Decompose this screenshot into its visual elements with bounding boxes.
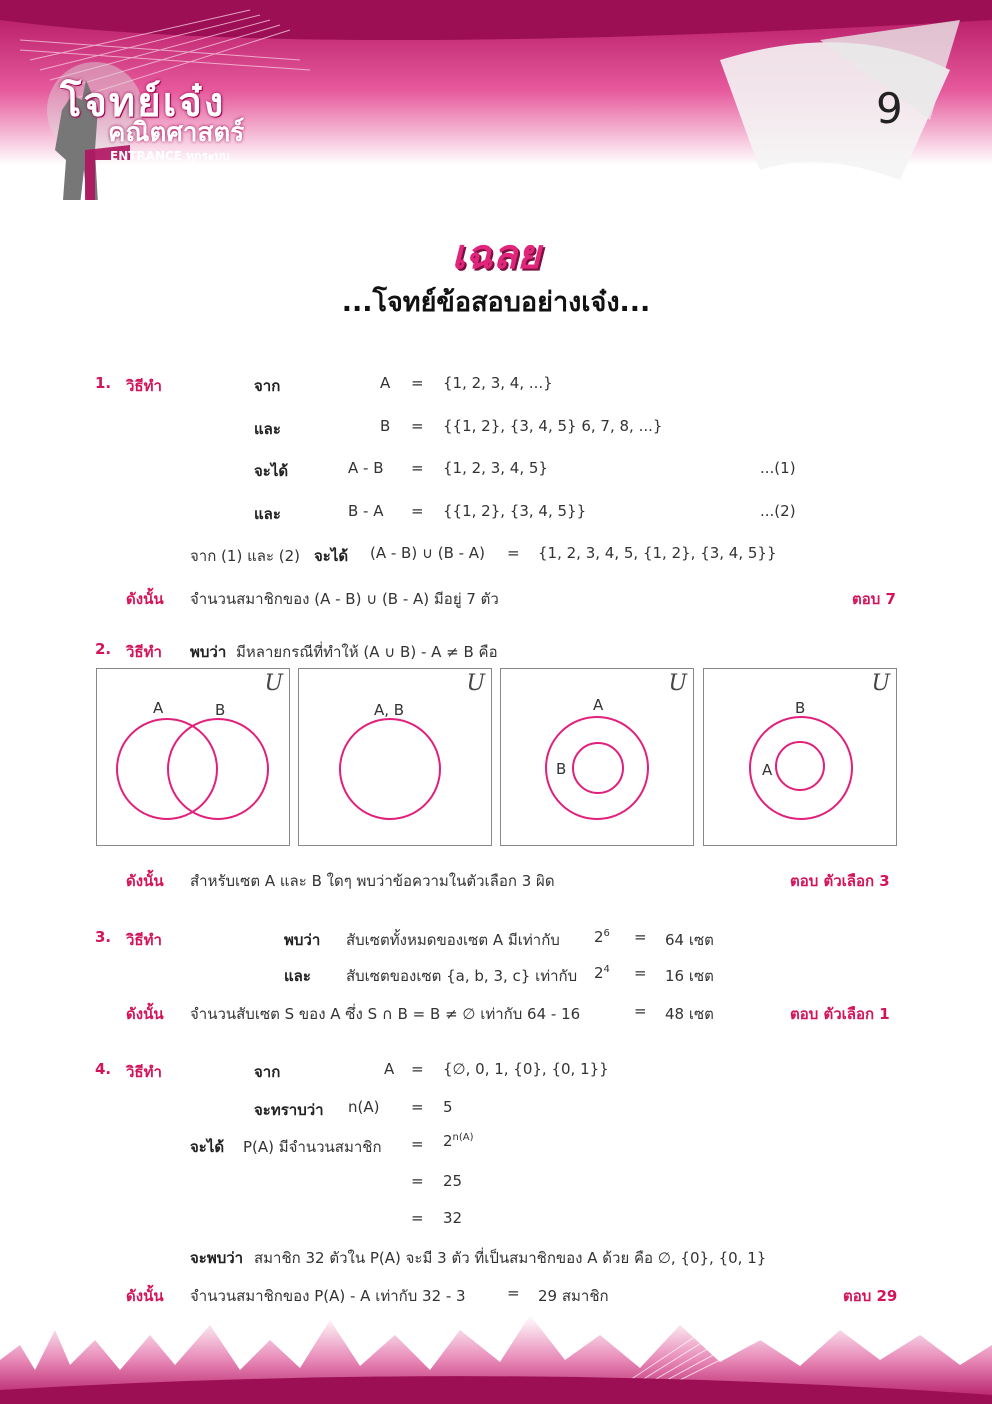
q3-conclusion: จำนวนสับเซต S ของ A ซึ่ง S ∩ B = B ≠ ∅ เท่ากับ 64 - 16 <box>190 1005 581 1023</box>
q4-row3-power <box>443 1132 474 1150</box>
venn4-label-a: A <box>762 761 773 779</box>
q1-row4-lhs: B - A <box>348 502 384 520</box>
q1-row1-lhs: A <box>380 374 391 392</box>
q3-row1-base: 2 <box>594 928 604 946</box>
q1-therefore: ดังนั้น <box>126 590 164 608</box>
q1-row3-lhs: A - B <box>348 459 384 477</box>
q3-method: วิธีทำ <box>126 931 162 949</box>
q4-row3-eq: = <box>411 1135 424 1153</box>
q1-row3-eq: = <box>411 459 424 477</box>
q1-row2-keyword: และ <box>254 420 281 438</box>
q3-row1-value: 64 เซต <box>665 931 714 949</box>
venn1-label-b: B <box>215 701 226 719</box>
q4-note: สมาชิก 32 ตัวใน P(A) จะมี 3 ตัว ที่เป็นสมาชิกของ A ด้วย คือ ∅, {0}, {0, 1} <box>254 1249 767 1267</box>
q3-row2-base: 2 <box>594 964 604 982</box>
q4-number: 4. <box>95 1060 112 1078</box>
q4-conclusion: จำนวนสมาชิกของ P(A) - A เท่ากับ 32 - 3 <box>190 1287 466 1305</box>
q1-row2-rhs: {{1, 2}, {3, 4, 5} 6, 7, 8, ...} <box>443 417 663 435</box>
q1-combine-expr: (A - B) ∪ (B - A) <box>370 544 485 562</box>
q1-row4-eq: = <box>411 502 424 520</box>
q1-row4-keyword: และ <box>254 505 281 523</box>
q4-row2-lhs: n(A) <box>348 1098 380 1116</box>
q1-row1-eq: = <box>411 374 424 392</box>
q4-answer: ตอบ 29 <box>843 1287 898 1305</box>
q1-method: วิธีทำ <box>126 377 162 395</box>
q4-conclusion-value: 29 สมาชิก <box>538 1287 609 1305</box>
q1-row2-eq: = <box>411 417 424 435</box>
q4-row1-eq: = <box>411 1060 424 1078</box>
q3-row2-eq: = <box>634 964 647 982</box>
venn-diagram-4 <box>703 668 897 846</box>
universe-symbol: U <box>668 671 687 696</box>
set-a-circle <box>776 742 824 790</box>
q3-conclusion-value: 48 เซต <box>665 1005 714 1023</box>
q4-row4-rhs: 25 <box>443 1172 463 1190</box>
page-number: 9 <box>876 84 903 133</box>
q4-note-keyword: จะพบว่า <box>190 1249 244 1267</box>
q4-row3-keyword: จะได้ <box>190 1138 225 1156</box>
q2-intro-keyword: พบว่า <box>190 643 227 661</box>
q4-therefore: ดังนั้น <box>126 1287 164 1305</box>
universe-symbol: U <box>264 671 283 696</box>
q4-row4-eq: = <box>411 1172 424 1190</box>
q1-combine-eq: = <box>507 544 520 562</box>
q3-answer: ตอบ ตัวเลือก 1 <box>790 1005 890 1023</box>
q3-therefore: ดังนั้น <box>126 1005 164 1023</box>
q3-row2-text: สับเซตของเซต {a, b, 3, c} เท่ากับ <box>346 967 578 985</box>
logo-entrance: ENTRANCE ทุกระบบ <box>110 149 230 163</box>
venn-circles <box>97 669 289 845</box>
q2-therefore: ดังนั้น <box>126 872 164 890</box>
q4-row3-lhs: P(A) มีจำนวนสมาชิก <box>243 1138 382 1156</box>
q3-row1-power <box>594 928 610 946</box>
q3-number: 3. <box>95 928 112 946</box>
venn-circles <box>704 669 896 845</box>
venn-diagram-1 <box>96 668 290 846</box>
venn3-label-b: B <box>556 760 567 778</box>
q3-row1-keyword: พบว่า <box>284 931 321 949</box>
q1-row4-tag: ...(2) <box>760 502 796 520</box>
q1-row4-rhs: {{1, 2}, {3, 4, 5}} <box>443 502 587 520</box>
q1-combine-prefix: จาก (1) และ (2) <box>190 547 301 565</box>
logo-subtitle: คณิตศาสตร์ <box>108 118 245 148</box>
q1-row3-tag: ...(1) <box>760 459 796 477</box>
q4-row5-eq: = <box>411 1209 424 1227</box>
q3-row1-text: สับเซตทั้งหมดของเซต A มีเท่ากับ <box>346 931 560 949</box>
answer-subheading: ...โจทย์ข้อสอบอย่างเจ๋ง... <box>341 287 651 318</box>
q1-row1-rhs: {1, 2, 3, 4, ...} <box>443 374 553 392</box>
q4-row5-rhs: 32 <box>443 1209 463 1227</box>
q4-method: วิธีทำ <box>126 1063 162 1081</box>
venn-diagram-3 <box>500 668 694 846</box>
q2-number: 2. <box>95 640 112 658</box>
set-b-circle <box>573 743 623 793</box>
q4-row2-keyword: จะทราบว่า <box>254 1101 324 1119</box>
q1-number: 1. <box>95 374 112 392</box>
venn3-label-a: A <box>593 696 604 714</box>
q4-conclusion-eq: = <box>507 1284 520 1302</box>
q4-row1-keyword: จาก <box>254 1063 281 1081</box>
q4-row2-rhs: 5 <box>443 1098 453 1116</box>
q3-conclusion-eq: = <box>634 1002 647 1020</box>
q2-conclusion: สำหรับเซต A และ B ใดๆ พบว่าข้อความในตัวเลือก 3 ผิด <box>190 872 555 890</box>
q4-row3-base: 2 <box>443 1132 453 1150</box>
q3-row1-eq: = <box>634 928 647 946</box>
venn4-label-b: B <box>795 699 806 717</box>
universe-symbol: U <box>466 671 485 696</box>
set-ab-circle <box>340 719 440 819</box>
q1-row1-keyword: จาก <box>254 377 281 395</box>
venn1-label-a: A <box>153 699 164 717</box>
q3-row2-value: 16 เซต <box>665 967 714 985</box>
universe-symbol: U <box>871 671 890 696</box>
q1-conclusion: จำนวนสมาชิกของ (A - B) ∪ (B - A) มีอยู่ 7 ตัว <box>190 590 499 608</box>
q4-row2-eq: = <box>411 1098 424 1116</box>
footer-banner <box>0 1300 992 1404</box>
q3-row2-keyword: และ <box>284 967 311 985</box>
q2-answer: ตอบ ตัวเลือก 3 <box>790 872 890 890</box>
venn2-label-ab: A, B <box>374 701 405 719</box>
q3-row1-exponent: 6 <box>603 928 610 939</box>
venn-circles <box>299 669 491 845</box>
q1-row3-keyword: จะได้ <box>254 462 289 480</box>
logo-title: โจทย์เจ๋ง <box>60 80 226 126</box>
q2-method: วิธีทำ <box>126 643 162 661</box>
q1-row3-rhs: {1, 2, 3, 4, 5} <box>443 459 548 477</box>
q1-combine-keyword: จะได้ <box>314 547 349 565</box>
q2-intro: มีหลายกรณีที่ทำให้ (A ∪ B) - A ≠ B คือ <box>236 643 498 661</box>
q4-row1-rhs: {∅, 0, 1, {0}, {0, 1}} <box>443 1060 609 1078</box>
answer-heading: เฉลย <box>451 232 541 278</box>
q1-answer: ตอบ 7 <box>852 590 896 608</box>
q4-row3-exponent: n(A) <box>452 1132 474 1143</box>
venn-diagram-2 <box>298 668 492 846</box>
q4-row1-lhs: A <box>384 1060 395 1078</box>
q1-combine-rhs: {1, 2, 3, 4, 5, {1, 2}, {3, 4, 5}} <box>538 544 777 562</box>
q3-row2-exponent: 4 <box>603 964 610 975</box>
q1-row2-lhs: B <box>380 417 391 435</box>
q3-row2-power <box>594 964 610 982</box>
